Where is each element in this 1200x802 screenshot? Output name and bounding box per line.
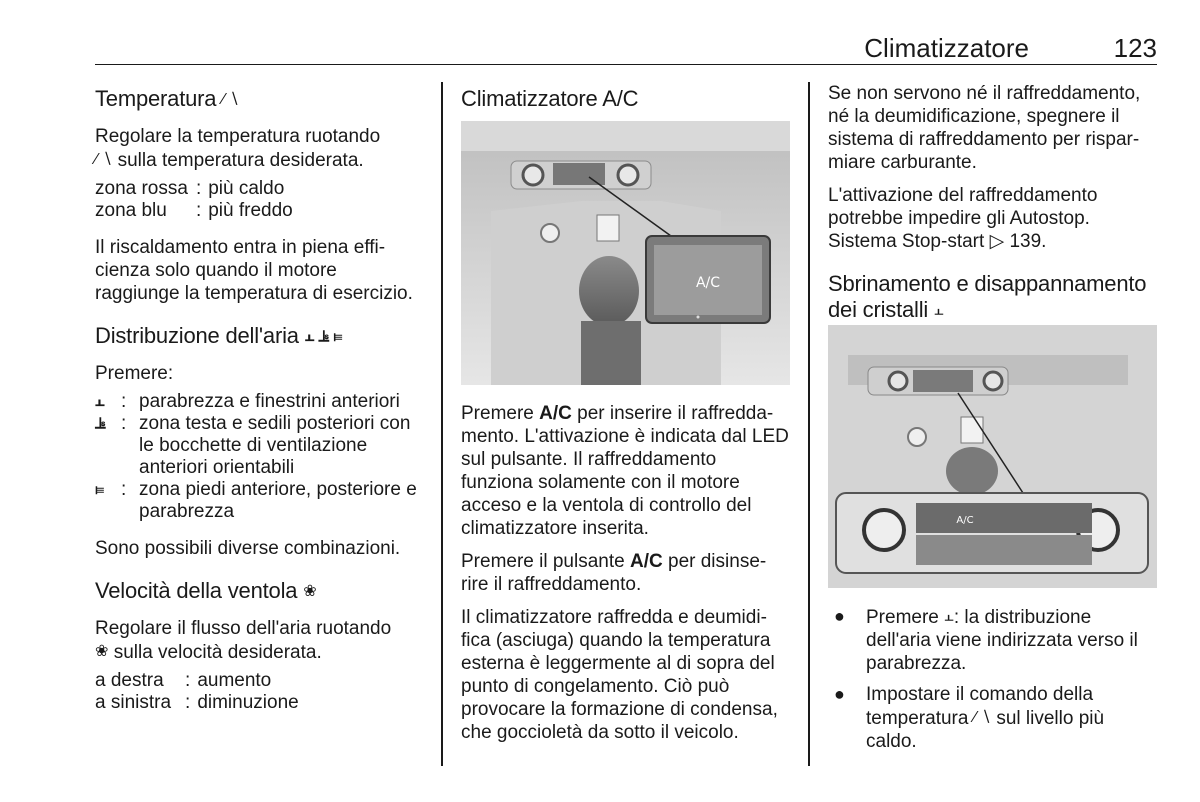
defrost-max-icon: ⫠: [944, 608, 954, 625]
page-header: [95, 28, 1157, 65]
cooling-off-paragraph: Se non servono né il raffreddamento, né la deumidificazione, spegnere il sistema di raffreddamento per rispar-miare carburante.: [828, 83, 1141, 173]
table-row: a sinistra : diminuzione: [95, 692, 299, 713]
ac-paragraph-2: Premere il pulsante A/C per disinse-rire il raffreddamento.: [461, 551, 767, 595]
ac-panel-photo: [461, 121, 790, 385]
defrost-steps: [828, 605, 1158, 753]
fan-speed-table: [95, 670, 299, 714]
column-3-list: [828, 605, 1158, 761]
foot-mode-icon: ⫢: [95, 481, 105, 498]
temperature-body: Regolare la temperatura ruotando ⁄ ∖ sulla temperatura desiderata.: [95, 126, 381, 171]
ac-button-label: A/C: [695, 275, 721, 291]
autostop-paragraph: L'attivazione del raffreddamento potrebbe impedire gli Autostop. Sistema Stop-start ▷ 139.: [828, 185, 1098, 252]
temperature-symbol-icon: ⁄ ∖: [95, 151, 113, 168]
temperature-heading: Temperatura ⁄ ∖: [95, 86, 239, 111]
column-1: [95, 82, 425, 724]
air-distribution-table: [95, 391, 425, 523]
page-number: 123: [1113, 33, 1157, 63]
column-divider: [808, 82, 810, 766]
column-3: [828, 82, 1158, 324]
ac-button-label: A/C: [956, 515, 974, 526]
column-2-text: [461, 402, 791, 754]
table-row: zona rossa : più caldo: [95, 178, 285, 199]
defrost-panel-photo: [828, 325, 1157, 588]
table-row: ⫢ : zona piedi anteriore, posteriore e parabrezza: [95, 479, 417, 522]
fan-speed-heading: Velocità della ventola ❀: [95, 578, 317, 603]
defrost-max-icon: ⫠: [934, 302, 944, 319]
ac-paragraph-3: Il climatizzatore raffredda e deumidi-fica (asciuga) quando la temperatura esterna è leggermente al di sopra del punto di congelamento. Ciò può provocare la formazione di condensa, che goccioletà da sotto il veicolo.: [461, 607, 778, 743]
table-row: ⫡ : zona testa e sedili posteriori con le bocchette di ventilazione anteriori orientabili: [95, 413, 411, 478]
ac-heading: Climatizzatore A/C: [461, 86, 639, 111]
list-item: ● Impostare il comando della temperatura ⁄ ∖ sul livello più caldo.: [834, 684, 1105, 752]
air-distribution-icons: ⫠ ⫡ ⫢: [304, 328, 343, 345]
table-row: a destra : aumento: [95, 670, 272, 691]
list-item: ● Premere ⫠: la distribuzione dell'aria viene indirizzata verso il parabrezza.: [834, 606, 1138, 674]
column-divider: [441, 82, 443, 766]
air-distribution-note: Sono possibili diverse combinazioni.: [95, 538, 401, 559]
temperature-symbol-icon: ⁄ ∖: [222, 91, 239, 108]
column-2: [461, 82, 791, 112]
windscreen-mode-icon: ⫠: [95, 393, 105, 410]
air-distribution-heading: Distribuzione dell'aria ⫠ ⫡ ⫢: [95, 323, 343, 348]
temperature-table: [95, 178, 293, 222]
head-mode-icon: ⫡: [95, 415, 106, 432]
fan-icon: ❀: [303, 583, 317, 600]
temperature-note: Il riscaldamento entra in piena effi-cienza solo quando il motore raggiunge la temperatura di esercizio.: [95, 237, 413, 304]
ac-paragraph-1: Premere A/C per inserire il raffredda-mento. L'attivazione è indicata dal LED sul pulsante. Il raffreddamento funziona solamente con il motore acceso e la ventola di controllo del climatizzatore inserita.: [461, 403, 789, 539]
fan-speed-body: Regolare il flusso dell'aria ruotando ❀ sulla velocità desiderata.: [95, 618, 392, 663]
bullet-icon: ●: [834, 684, 845, 704]
defrost-heading: Sbrinamento e disappannamento dei cristalli ⫠: [828, 271, 1147, 322]
bullet-icon: ●: [834, 606, 845, 626]
fan-icon: ❀: [95, 643, 109, 660]
page-reference-link[interactable]: ▷ 139.: [989, 231, 1047, 252]
air-distribution-intro: Premere:: [95, 363, 174, 384]
temperature-symbol-icon: ⁄ ∖: [973, 709, 992, 726]
table-row: ⫠ : parabrezza e finestrini anteriori: [95, 391, 400, 412]
chapter-title: Climatizzatore: [864, 33, 1029, 63]
table-row: zona blu : più freddo: [95, 200, 293, 221]
